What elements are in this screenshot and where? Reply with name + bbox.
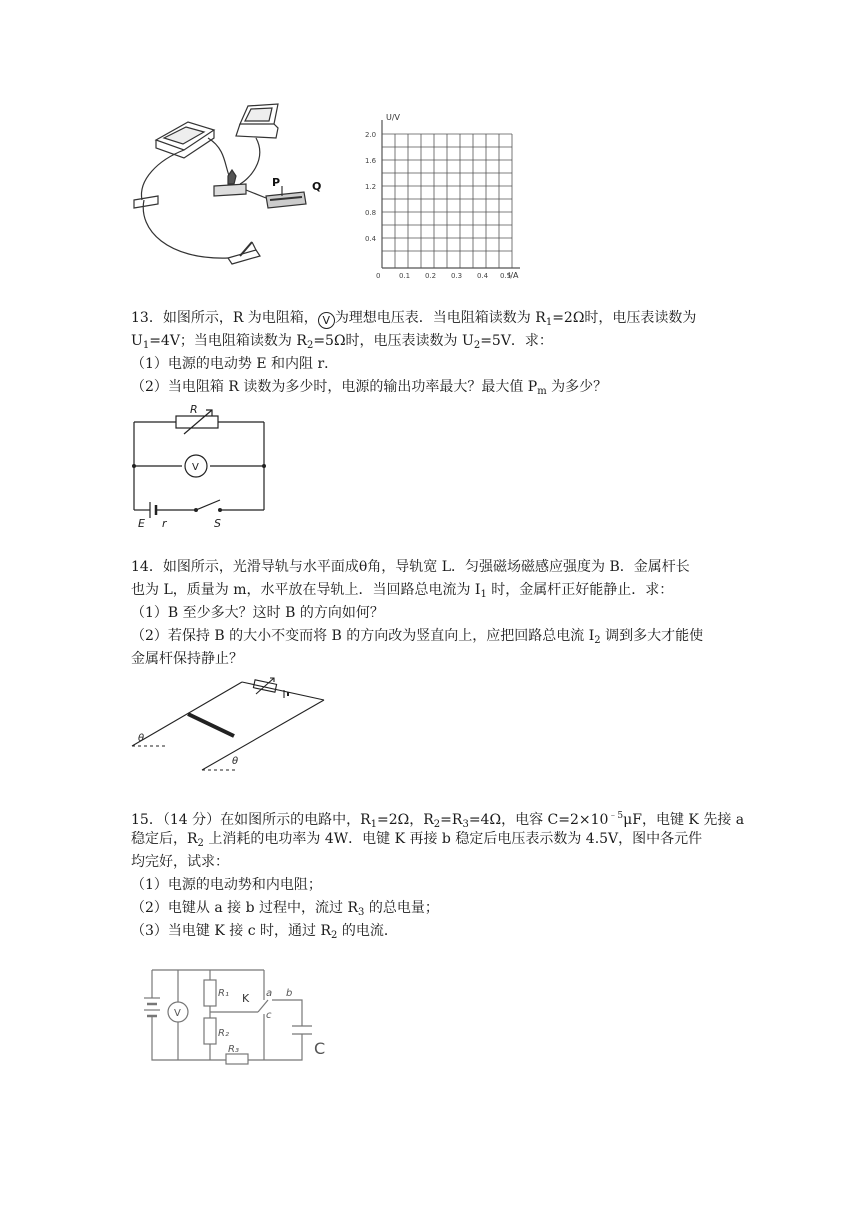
q14-line-1: 14．如图所示，光滑导轨与水平面成θ角，导轨宽 L．匀强磁场磁感应强度为 B．金属杆长 [131, 559, 690, 575]
graph-y-tick: 1.6 [365, 157, 377, 165]
graph-y-tick: 1.2 [365, 183, 377, 191]
q13-line-2: $U_1=4V$；当电阻箱读数为 $R_2=5\Omega$时，电压表读数为 $U_2=5V$．求： [131, 333, 553, 351]
q15-line-1: 15．（14 分）在如图所示的电路中，$R_1=2\Omega$，$R_2=R_3=4\Omega$，电容 $C=2\times 10^{﹣5}\mu F$，电键 K 先接 a [131, 811, 745, 830]
q13-line-3: （1）电源的电动势 E 和内阻 r． [131, 356, 339, 372]
q15-line-4: （1）电源的电动势和内电阻； [131, 877, 322, 893]
q13-line-4: （2）当电阻箱 R 读数为多少时，电源的输出功率最大？最大值 $P_m$ 为多少？ [131, 379, 608, 397]
q15-v-label: V [174, 1008, 181, 1019]
q14-theta-1: θ [138, 733, 145, 744]
q14-line-3: （1）B 至少多大？这时 B 的方向如何？ [131, 605, 384, 621]
q14-line-5: 金属杆保持静止？ [131, 651, 243, 667]
q15-r1-label: R₁ [218, 988, 229, 999]
u-i-graph [362, 108, 522, 280]
q15-r2-label: R₂ [218, 1028, 229, 1039]
q15-line-3: 均完好，试求： [131, 854, 229, 870]
graph-x-tick: 0.4 [477, 272, 489, 280]
graph-x-label: I/A [508, 271, 519, 280]
q13-e-label: E [138, 517, 145, 530]
q15-line-2: 稳定后，$R_2$ 上消耗的电功率为 4W．电键 K 再接 b 稳定后电压表示数为 4.5V，图中各元件 [131, 831, 703, 849]
apparatus-figure [128, 100, 324, 272]
q14-theta-2: θ [232, 756, 239, 767]
q15-c-label: c [266, 1010, 272, 1021]
graph-y-tick: 2.0 [365, 131, 377, 139]
q15-cap-label: C [314, 1039, 326, 1058]
graph-x-tick: 0.2 [425, 272, 437, 280]
graph-y-tick: 0.8 [365, 209, 377, 217]
q15-k-label: K [242, 992, 250, 1005]
q13-r-label: R [190, 403, 198, 416]
q14-rails-diagram [128, 674, 328, 774]
apparatus-label-p: P [272, 176, 281, 189]
graph-x-tick: 0 [376, 272, 381, 280]
graph-x-tick: 0.3 [451, 272, 463, 280]
q13-circuit-diagram [126, 402, 272, 532]
q14-line-2: 也为 L，质量为 m，水平放在导轨上．当回路总电流为 $I_1$ 时，金属杆正好能静止．求： [131, 582, 674, 600]
q13-v-label: V [192, 462, 199, 473]
q14-line-4: （2）若保持 B 的大小不变而将 B 的方向改为竖直向上，应把回路总电流 $I_2$ 调到多大才能使 [131, 628, 704, 646]
q15-b-label: b [286, 988, 293, 999]
graph-x-tick: 0.1 [399, 272, 411, 280]
q15-a-label: a [266, 988, 273, 999]
q15-line-5: （2）电键从 a 接 b 过程中，流过 $R_3$ 的总电量； [131, 900, 439, 918]
q13-s-label: S [214, 517, 221, 530]
q15-circuit-diagram [140, 962, 330, 1066]
q13-r-small-label: r [162, 517, 167, 530]
voltmeter-symbol-icon: V [318, 312, 335, 329]
q15-r3-label: R₃ [228, 1044, 239, 1055]
q15-line-6: （3）当电键 K 接 c 时，通过 $R_2$ 的电流． [131, 923, 398, 941]
graph-x-tick: 0.5 [500, 272, 512, 280]
graph-y-tick: 0.4 [365, 235, 377, 243]
graph-y-label: U/V [386, 113, 401, 122]
q13-line-1: 13．如图所示，R 为电阻箱， V 为理想电压表．当电阻箱读数为 $R_1=2\Omega$时，电压表读数为 [131, 310, 697, 328]
apparatus-label-q: Q [312, 180, 322, 193]
